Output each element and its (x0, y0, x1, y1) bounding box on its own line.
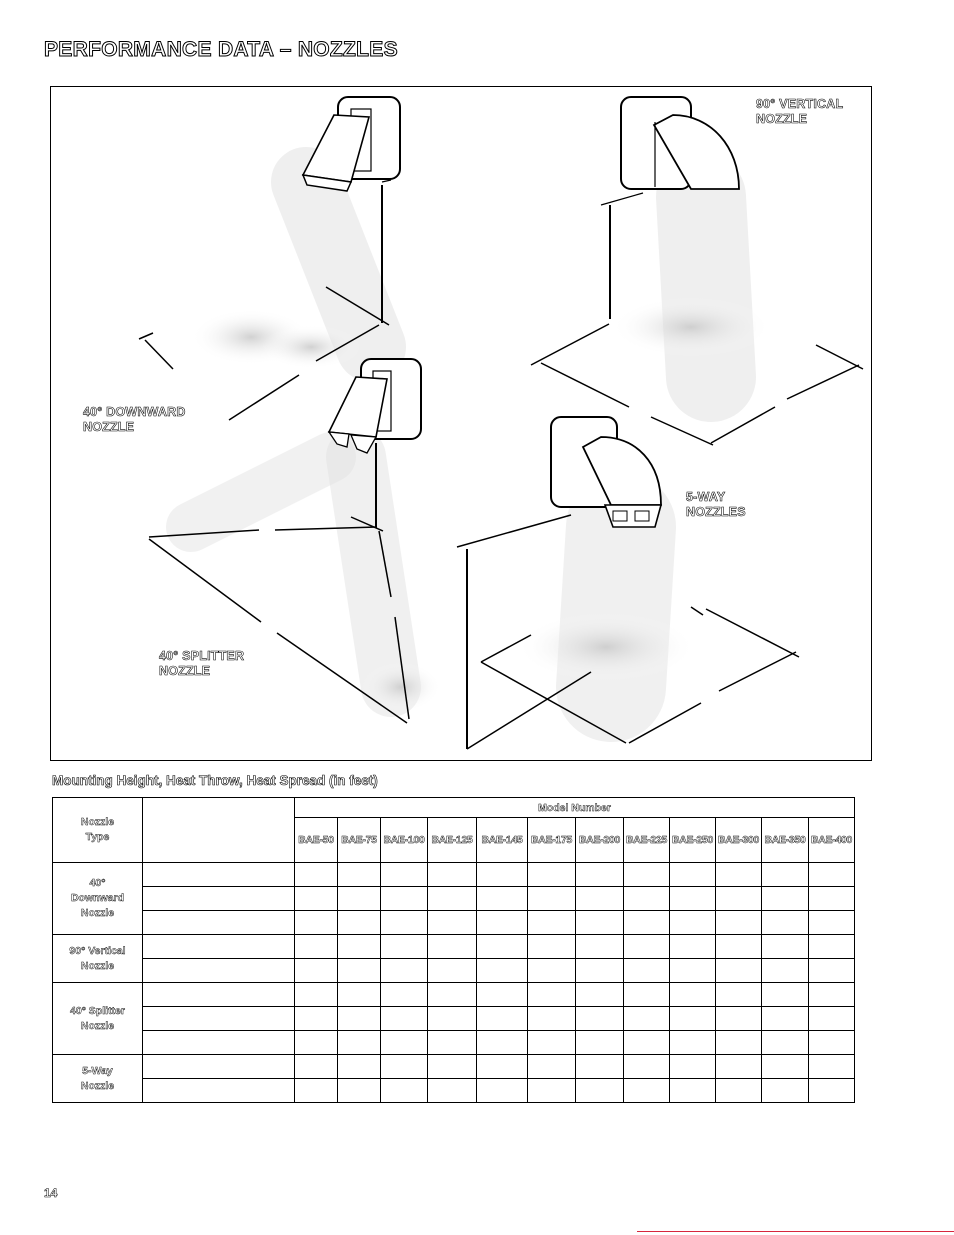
value-cell (624, 1007, 670, 1031)
value-cell (762, 959, 809, 983)
value-cell (295, 1007, 338, 1031)
nozzle-type-cell (53, 1055, 143, 1103)
row-label-cell (143, 1007, 295, 1031)
label-splitter-nozzle: 40° SPLITTER NOZZLE (159, 649, 245, 678)
value-cell (624, 887, 670, 911)
value-cell (716, 1007, 762, 1031)
model-column-header: BAE-200 (576, 818, 624, 863)
value-cell (809, 911, 855, 935)
value-cell (670, 911, 716, 935)
value-cell (477, 911, 528, 935)
model-column-header: BAE-175 (528, 818, 576, 863)
value-cell (477, 1079, 528, 1103)
table-row (53, 1031, 855, 1055)
value-cell (576, 983, 624, 1007)
table-row (53, 935, 855, 959)
value-cell (624, 959, 670, 983)
value-cell (809, 1007, 855, 1031)
value-cell (295, 983, 338, 1007)
value-cell (295, 1055, 338, 1079)
label-downward-nozzle: 40° DOWNWARD NOZZLE (83, 405, 186, 434)
value-cell (338, 863, 381, 887)
row-label-cell (143, 863, 295, 887)
table-row (53, 911, 855, 935)
value-cell (762, 1031, 809, 1055)
label-vertical-nozzle: 90° VERTICAL NOZZLE (756, 97, 844, 126)
footer-rule (637, 1231, 954, 1232)
value-cell (809, 935, 855, 959)
model-column-header: BAE-225 (624, 818, 670, 863)
row-label-cell (143, 935, 295, 959)
value-cell (670, 983, 716, 1007)
value-cell (809, 1079, 855, 1103)
value-cell (338, 935, 381, 959)
value-cell (338, 1079, 381, 1103)
nozzle-type-header-line: Type (85, 831, 110, 843)
nozzle-type-cell (53, 863, 143, 935)
value-cell (477, 1055, 528, 1079)
value-cell (428, 935, 477, 959)
value-cell (809, 887, 855, 911)
value-cell (428, 983, 477, 1007)
value-cell (381, 863, 428, 887)
nozzle-type-header (53, 798, 143, 863)
value-cell (528, 935, 576, 959)
table-row (53, 1055, 855, 1079)
row-label-cell (143, 1079, 295, 1103)
nozzle-type-line: 40° Splitter (70, 1004, 125, 1017)
model-number-header: Model Number (295, 798, 855, 818)
value-cell (338, 911, 381, 935)
value-cell (528, 887, 576, 911)
row-label-header (143, 798, 295, 863)
value-cell (762, 863, 809, 887)
table-row (53, 1007, 855, 1031)
value-cell (809, 863, 855, 887)
value-cell (477, 1031, 528, 1055)
value-cell (809, 959, 855, 983)
value-cell (716, 983, 762, 1007)
value-cell (528, 1007, 576, 1031)
value-cell (428, 1007, 477, 1031)
value-cell (624, 983, 670, 1007)
value-cell (477, 935, 528, 959)
table-row (53, 983, 855, 1007)
value-cell (338, 887, 381, 911)
value-cell (338, 1055, 381, 1079)
nozzle-type-line: Nozzle (80, 1079, 115, 1092)
model-column-header: BAE-50 (295, 818, 338, 863)
value-cell (762, 887, 809, 911)
value-cell (624, 1079, 670, 1103)
performance-table (52, 797, 855, 1103)
model-column-header: BAE-75 (338, 818, 381, 863)
row-label-cell (143, 1055, 295, 1079)
value-cell (528, 959, 576, 983)
value-cell (670, 863, 716, 887)
model-column-header: BAE-350 (762, 818, 809, 863)
value-cell (716, 1079, 762, 1103)
value-cell (670, 1079, 716, 1103)
nozzle-type-line: 5-Way (82, 1064, 113, 1077)
value-cell (576, 935, 624, 959)
value-cell (428, 911, 477, 935)
value-cell (576, 1007, 624, 1031)
value-cell (528, 1055, 576, 1079)
value-cell (716, 887, 762, 911)
nozzle-type-line: 40° (89, 877, 106, 889)
model-column-header: BAE-100 (381, 818, 428, 863)
value-cell (576, 959, 624, 983)
value-cell (576, 911, 624, 935)
value-cell (670, 1055, 716, 1079)
nozzle-type-line: Nozzle (80, 907, 115, 919)
model-column-header: BAE-125 (428, 818, 477, 863)
value-cell (716, 1055, 762, 1079)
value-cell (528, 983, 576, 1007)
value-cell (477, 983, 528, 1007)
value-cell (624, 863, 670, 887)
value-cell (338, 983, 381, 1007)
value-cell (809, 983, 855, 1007)
value-cell (428, 1079, 477, 1103)
value-cell (528, 1031, 576, 1055)
table-row (53, 959, 855, 983)
value-cell (716, 959, 762, 983)
value-cell (338, 1031, 381, 1055)
row-label-cell (143, 911, 295, 935)
table-row (53, 887, 855, 911)
value-cell (528, 863, 576, 887)
row-label-cell (143, 983, 295, 1007)
page-title: PERFORMANCE DATA – NOZZLES (44, 38, 398, 61)
value-cell (295, 1031, 338, 1055)
value-cell (624, 1031, 670, 1055)
value-cell (624, 911, 670, 935)
value-cell (338, 959, 381, 983)
value-cell (295, 935, 338, 959)
value-cell (528, 911, 576, 935)
nozzle-type-line: Nozzle (80, 959, 115, 972)
nozzle-type-line: Downward (70, 892, 125, 904)
value-cell (670, 887, 716, 911)
value-cell (477, 959, 528, 983)
model-column-header: BAE-250 (670, 818, 716, 863)
value-cell (762, 1007, 809, 1031)
label-fiveway-nozzle: 5-WAY NOZZLES (686, 490, 746, 519)
table-body (53, 798, 855, 1103)
value-cell (762, 935, 809, 959)
value-cell (762, 1055, 809, 1079)
table-row (53, 1079, 855, 1103)
value-cell (381, 1031, 428, 1055)
value-cell (528, 1079, 576, 1103)
model-column-header: BAE-145 (477, 818, 528, 863)
model-column-header: BAE-300 (716, 818, 762, 863)
value-cell (716, 863, 762, 887)
table-caption: Mounting Height, Heat Throw, Heat Spread (in feet) (52, 773, 378, 788)
value-cell (381, 935, 428, 959)
value-cell (381, 887, 428, 911)
value-cell (381, 911, 428, 935)
model-column-header: BAE-400 (809, 818, 855, 863)
value-cell (381, 959, 428, 983)
value-cell (338, 1007, 381, 1031)
value-cell (477, 887, 528, 911)
value-cell (716, 1031, 762, 1055)
fiveway-nozzle-drawing (457, 417, 799, 749)
nozzle-type-header-line: Nozzle (80, 816, 115, 828)
value-cell (428, 1055, 477, 1079)
nozzle-type-line: 90° Vertical (69, 944, 126, 957)
row-label-cell (143, 887, 295, 911)
value-cell (670, 959, 716, 983)
value-cell (576, 1031, 624, 1055)
value-cell (576, 863, 624, 887)
value-cell (295, 959, 338, 983)
row-label-cell (143, 1031, 295, 1055)
vertical-nozzle-drawing (531, 97, 863, 445)
value-cell (670, 935, 716, 959)
value-cell (381, 983, 428, 1007)
row-label-cell (143, 959, 295, 983)
value-cell (716, 935, 762, 959)
value-cell (624, 935, 670, 959)
nozzle-type-cell (53, 983, 143, 1055)
value-cell (477, 863, 528, 887)
value-cell (295, 863, 338, 887)
value-cell (477, 1007, 528, 1031)
value-cell (762, 911, 809, 935)
value-cell (295, 911, 338, 935)
value-cell (381, 1007, 428, 1031)
nozzle-illustration (50, 86, 872, 761)
table-row (53, 863, 855, 887)
value-cell (576, 1079, 624, 1103)
value-cell (576, 887, 624, 911)
value-cell (295, 1079, 338, 1103)
value-cell (670, 1007, 716, 1031)
value-cell (624, 1055, 670, 1079)
nozzle-type-line: Nozzle (80, 1019, 115, 1032)
page-number: 14 (44, 1186, 58, 1200)
value-cell (381, 1055, 428, 1079)
value-cell (762, 1079, 809, 1103)
value-cell (809, 1055, 855, 1079)
value-cell (762, 983, 809, 1007)
value-cell (809, 1031, 855, 1055)
value-cell (428, 1031, 477, 1055)
value-cell (428, 887, 477, 911)
value-cell (576, 1055, 624, 1079)
value-cell (428, 959, 477, 983)
value-cell (381, 1079, 428, 1103)
value-cell (295, 887, 338, 911)
value-cell (716, 911, 762, 935)
value-cell (670, 1031, 716, 1055)
value-cell (428, 863, 477, 887)
nozzle-type-cell (53, 935, 143, 983)
